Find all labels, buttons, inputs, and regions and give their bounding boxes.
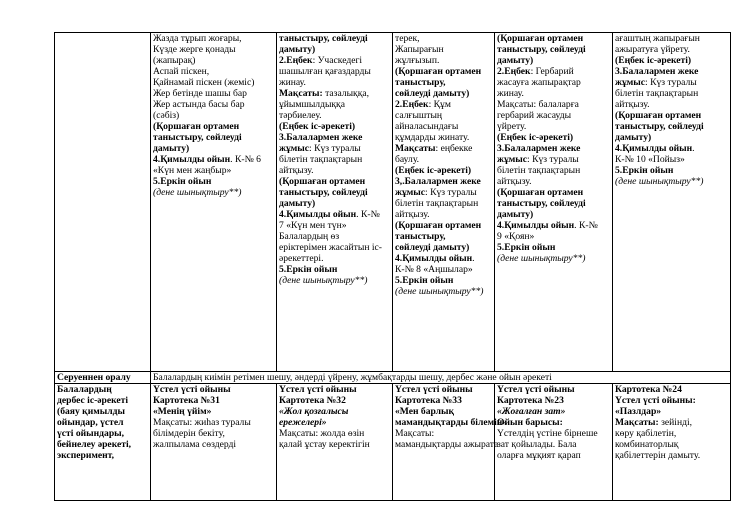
row-label-line: дербес іс-әрекеті	[57, 395, 129, 406]
text-line: білетін тақпақтарын	[395, 198, 479, 209]
text-line: Картотека №32	[279, 395, 346, 406]
text-line-bold-part: 4.Қимылды ойын	[279, 209, 357, 220]
text-line-normal-part: зейінді,	[658, 417, 693, 428]
text-line: таныстыру, сөйлеуді	[279, 33, 368, 44]
row-label-cell-empty	[55, 33, 151, 372]
text-line-bold-part: 4.Қимылды ойын	[615, 143, 693, 154]
text-line: Ойын барысы:	[497, 417, 563, 428]
text-line-normal-part: . К-№	[356, 209, 380, 220]
text-line-normal-part: : еңбекке	[435, 143, 473, 154]
text-line: (Қоршаған ортамен	[615, 110, 702, 121]
text-line: айтқызу.	[279, 165, 314, 176]
table-cell	[151, 33, 277, 372]
text-line: (Қоршаған ортамен	[395, 66, 482, 77]
text-line-mixed	[615, 417, 728, 428]
text-line: Картотека №23	[497, 395, 564, 406]
text-line: Үстел үсті ойыны	[279, 384, 357, 395]
text-line-bold-part: 2.Еңбек	[395, 99, 429, 110]
table-cell	[277, 384, 393, 501]
table-cell	[277, 33, 393, 372]
document-page	[54, 32, 730, 508]
text-line-mixed	[497, 220, 610, 231]
text-line: (Қоршаған ортамен	[279, 176, 366, 187]
text-line-normal-part: : Күз туралы	[309, 143, 361, 154]
text-line-mixed	[615, 143, 728, 154]
text-line: дамыту)	[279, 198, 316, 209]
text-line: Балалардың өз	[279, 231, 340, 242]
text-line-mixed	[279, 209, 390, 220]
text-line: тәрбиелеу.	[279, 110, 322, 121]
text-line-bold-part: 2.Еңбек	[497, 66, 531, 77]
text-line: мамандықтарды білемін»	[395, 417, 508, 428]
text-line-bold-part: 2.Еңбек	[279, 55, 313, 66]
text-line-mixed	[615, 77, 728, 88]
text-line: 9 «Қоян»	[497, 231, 535, 242]
row-label-return-from-walk: Серуеннен оралу	[55, 372, 151, 384]
text-line: білетін тақпақтарын	[279, 154, 363, 165]
text-line: таныстыру, сөйлеуді	[497, 44, 586, 55]
text-line-bold-part: 4.Қимылды ойын	[153, 154, 231, 165]
text-line: зат қойылады. Бала	[497, 439, 577, 450]
text-line: Мақсаты: жиһаз туралы	[153, 417, 251, 428]
text-line-bold-part: 4.Қимылды ойын	[395, 253, 473, 264]
text-line: 5.Еркін ойын	[153, 176, 212, 187]
text-line: жасауға жапырақтар	[497, 77, 581, 88]
text-line: ұйымшылдыққа	[279, 99, 345, 110]
text-line: шашылған қағаздарды	[279, 66, 371, 77]
text-line-bold-part: жұмыс	[497, 154, 528, 165]
text-line-bold-part: Мақсаты:	[279, 88, 323, 99]
text-line: Аспай піскен,	[153, 66, 210, 77]
text-line-normal-part: . К-№	[574, 220, 598, 231]
text-line-mixed	[497, 66, 610, 77]
text-line: (Қоршаған ортамен	[497, 187, 584, 198]
text-line-bold-part: жұмыс	[279, 143, 310, 154]
text-line: еріктерімен жасайтын іс-	[279, 242, 382, 253]
table-cell	[613, 384, 731, 501]
text-line-bold-part: 4.Қимылды ойын	[497, 220, 575, 231]
text-line: Үстел үсті ойыны	[395, 384, 473, 395]
text-line: Қайнамай піскен (жеміс)	[153, 77, 255, 88]
text-line: (Қоршаған ортамен	[497, 33, 584, 44]
text-line: (сәбіз)	[153, 110, 180, 121]
table-row-return-from-walk	[55, 372, 731, 384]
text-line: 5.Еркін ойын	[279, 264, 338, 275]
text-line: 5.Еркін ойын	[615, 165, 674, 176]
text-line: «Жол қозғалысы	[279, 406, 349, 417]
text-line: (жапырақ)	[153, 55, 196, 66]
text-line: жинау.	[497, 88, 524, 99]
text-line-mixed	[395, 99, 492, 110]
row-label-line: эксперимент,	[57, 450, 115, 461]
row-label-independent-activity	[55, 384, 151, 501]
text-line: К-№ 10 «Пойыз»	[615, 154, 685, 165]
text-line: ережелері»	[279, 417, 327, 428]
text-line: таныстыру, сөйлеуді	[615, 121, 704, 132]
text-line: мамандықтарды ажырата	[395, 439, 499, 450]
text-line: «Пазлдар»	[615, 406, 662, 417]
text-line: К-№ 8 «Аңшылар»	[395, 264, 473, 275]
text-line: (дене шынықтыру**)	[615, 176, 704, 187]
text-line: (дене шынықтыру**)	[279, 275, 368, 286]
text-line: Үстелдің үстіне бірнеше	[497, 428, 598, 439]
text-line: жұлғызып.	[395, 55, 440, 66]
text-line: таныстыру, сөйлеуді	[153, 132, 242, 143]
text-line: Жер бетінде шашы бар	[153, 88, 247, 99]
row-label-line: бейнелеу әрекеті,	[57, 439, 132, 450]
text-line: әрекеттері.	[279, 253, 324, 264]
text-line: дамыту)	[497, 209, 534, 220]
text-line: құмдарды жинату.	[395, 132, 470, 143]
text-line: салғыштың	[395, 110, 443, 121]
text-line-normal-part: : Күз туралы	[645, 77, 697, 88]
daily-plan-table	[54, 32, 731, 501]
text-line: қалай ұстау керектігін	[279, 439, 370, 450]
text-line: «Менің үйім»	[153, 406, 212, 417]
text-line: дамыту)	[153, 143, 190, 154]
text-line: таныстыру,	[395, 77, 446, 88]
row-label-line: Балалардың	[57, 384, 112, 395]
text-line: дамыту)	[497, 55, 534, 66]
text-line-bold-part: Мақсаты	[395, 143, 436, 154]
text-line: гербарий жасауды	[497, 110, 572, 121]
text-line: білетін тақпақтарын	[497, 165, 581, 176]
text-line: дамыту)	[279, 44, 316, 55]
text-line: «Күн мен жаңбыр»	[153, 165, 232, 176]
table-row-walk-activities	[55, 33, 731, 372]
text-line-normal-part: : Учаскедегі	[312, 55, 363, 66]
text-line: Картотека №33	[395, 395, 462, 406]
text-line-mixed	[497, 154, 610, 165]
text-line-mixed	[279, 143, 390, 154]
text-line: (Қоршаған ортамен	[395, 220, 482, 231]
table-row-independent-activity	[55, 384, 731, 501]
text-line: «Мен барлық	[395, 406, 455, 417]
text-line-mixed	[279, 55, 390, 66]
return-from-walk-text: Балалардың киімін ретімен шешу, әндерді үйрену, жұмбақтарды шешу, дербес және ойын әрекеті	[151, 372, 731, 384]
text-line: Үстел үсті ойыны:	[615, 395, 696, 406]
text-line: 3,.Балалармен жеке	[395, 176, 481, 187]
text-line: айналасындағы	[395, 121, 459, 132]
text-line: білетін тақпақтарын	[615, 88, 699, 99]
text-line: 3.Балалармен жеке	[615, 66, 699, 77]
text-line-normal-part: . К-№ 6	[230, 154, 261, 165]
text-line-mixed	[395, 253, 492, 264]
table-cell	[495, 384, 613, 501]
text-line: Үстел үсті ойыны	[497, 384, 575, 395]
text-line: терек,	[395, 33, 420, 44]
text-line: таныстыру, сөйлеуді	[279, 187, 368, 198]
text-line-normal-part: : Гербарий	[530, 66, 574, 77]
table-cell	[393, 384, 508, 501]
table-cell	[393, 33, 495, 372]
text-line: баулу.	[395, 154, 420, 165]
text-line: Күзде жерге қонады	[153, 44, 236, 55]
text-line-normal-part: : Құм	[428, 99, 451, 110]
text-line: сөйлеуді дамыту)	[395, 88, 470, 99]
table-cell	[613, 33, 731, 372]
text-line-normal-part: тазалыққа,	[322, 88, 370, 99]
text-line: білімдерін бекіту,	[153, 428, 225, 439]
text-line: Жазда тұрып жоғары,	[153, 33, 242, 44]
text-line-normal-part: : Күз туралы	[527, 154, 579, 165]
text-line-bold-part: жұмыс	[615, 77, 646, 88]
text-line: сөйлеуді дамыту)	[395, 242, 470, 253]
text-line-normal-part: .	[472, 253, 475, 264]
text-line: жинау.	[279, 77, 306, 88]
text-line: Мақсаты: балаларға	[497, 99, 579, 110]
text-line: Мақсаты: жолда өзін	[279, 428, 365, 439]
text-line: Үстел үсті ойыны	[153, 384, 231, 395]
text-line-bold-part: Мақсаты:	[615, 417, 659, 428]
text-line-mixed	[395, 187, 492, 198]
text-line: Жер астында басы бар	[153, 99, 245, 110]
text-line: 7 «Күн мен түн»	[279, 220, 347, 231]
text-line: 5.Еркін ойын	[395, 275, 454, 286]
text-line: Жапырағын	[395, 44, 444, 55]
row-label-line: ойындар, үстел	[57, 417, 124, 428]
text-line: (Еңбек іс-әрекеті)	[497, 132, 574, 143]
text-line-mixed	[153, 154, 274, 165]
text-line: (Еңбек іс-әрекеті)	[395, 165, 472, 176]
text-line: (Еңбек іс-әрекеті)	[615, 55, 692, 66]
text-line: ағаштың жапырағын	[615, 33, 700, 44]
table-cell	[495, 33, 613, 372]
text-line: айтқызу.	[615, 99, 650, 110]
text-line: оларға мұқият қарап	[497, 450, 581, 461]
text-line: таныстыру,	[395, 231, 446, 242]
text-line: жалпылама сөздерді	[153, 439, 237, 450]
text-line: (дене шынықтыру**)	[497, 253, 586, 264]
text-line: комбинаторлық	[615, 439, 679, 450]
text-line: айтқызу.	[395, 209, 430, 220]
text-line: 3.Балалармен жеке	[497, 143, 581, 154]
text-line: (дене шынықтыру**)	[395, 286, 484, 297]
text-line: Картотека №24	[615, 384, 682, 395]
text-line-mixed	[395, 143, 492, 154]
text-line: (Қоршаған ортамен	[153, 121, 240, 132]
text-line: Мақсаты:	[395, 428, 435, 439]
text-line-mixed	[279, 88, 390, 99]
text-line-normal-part: .	[692, 143, 695, 154]
text-line: «Жоғалған зат»	[497, 406, 566, 417]
text-line: (Еңбек іс-әрекеті)	[279, 121, 356, 132]
text-line: (дене шынықтыру**)	[153, 187, 242, 198]
text-line: үйрету.	[497, 121, 527, 132]
text-line-normal-part: : Күз туралы	[425, 187, 477, 198]
text-line: таныстыру, сөйлеуді	[497, 198, 586, 209]
row-label-line: (баяу қимылды	[57, 406, 125, 417]
text-line: дамыту)	[615, 132, 652, 143]
text-line: Картотека №31	[153, 395, 220, 406]
text-line: қабілеттерін дамыту.	[615, 450, 701, 461]
text-line: ажыратуға үйрету.	[615, 44, 690, 55]
table-cell	[151, 384, 277, 501]
row-label-line: үсті ойындары,	[57, 428, 125, 439]
text-line-bold-part: жұмыс	[395, 187, 426, 198]
text-line: 5.Еркін ойын	[497, 242, 556, 253]
text-line: айтқызу.	[497, 176, 532, 187]
text-line: көру қабілетін,	[615, 428, 677, 439]
text-line: 3.Балалармен жеке	[279, 132, 363, 143]
